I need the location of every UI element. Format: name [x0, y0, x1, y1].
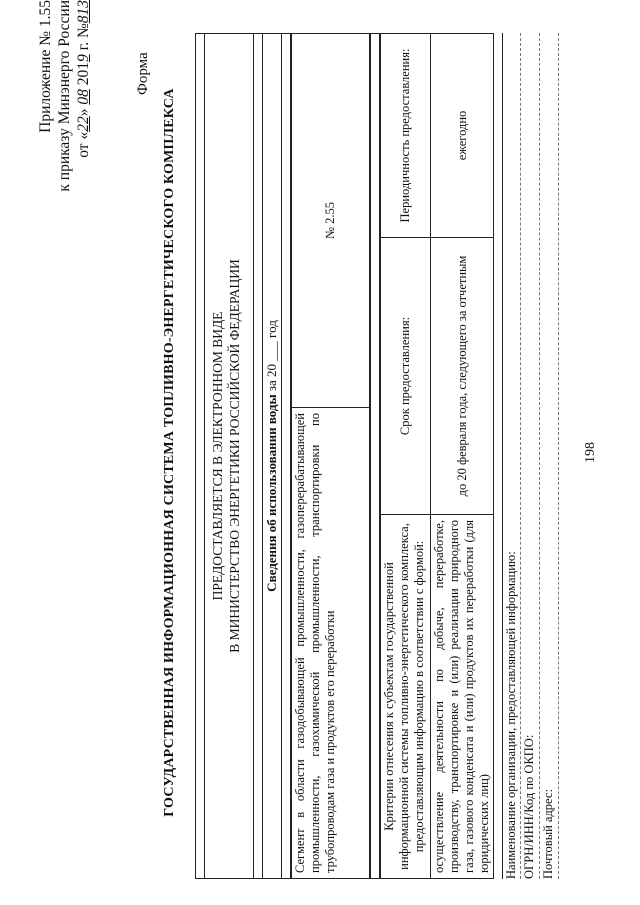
deadline-header: Срок предоставления: [381, 238, 431, 515]
org-ids-label: ОГРН/ИНН/Код по ОКПО: [522, 734, 536, 879]
frame-bar [281, 33, 291, 879]
page-number: 198 [583, 442, 598, 463]
form-number: № 2.55 [292, 34, 370, 408]
frame-bar [253, 33, 263, 879]
order-month: 08 [75, 89, 92, 105]
org-divider [539, 33, 540, 879]
system-title: ГОСУДАРСТВЕННАЯ ИНФОРМАЦИОННАЯ СИСТЕМА ТОПЛИВНО-ЭНЕРГЕТИЧЕСКОГО КОМПЛЕКСА [162, 88, 177, 817]
criteria-text: осуществление деятельности по добыче, переработке, производству, транспортировке и (или) реализации природного газа, газового конденсата и (или) продуктов их переработки (для юридических лиц) [431, 515, 494, 879]
criteria-header: Критерии отнесения к субъектам государственной информационной системы топливно-энергетического комплекса, предоставляющим информацию в соответствии с формой: [381, 515, 431, 879]
org-divider [520, 33, 521, 879]
order-year-digit: 9 [75, 54, 92, 63]
appendix-header [36, 0, 93, 195]
report-title: Сведения об использовании воды за 20 ___ год [263, 33, 281, 879]
appendix-number: Приложение № 1.55 [37, 0, 54, 133]
org-address-label: Почтовый адрес: [541, 789, 555, 879]
order-day: 22 [75, 116, 92, 132]
deadline-value: до 20 февраля года, следующего за отчетным [431, 238, 494, 515]
form-label: Форма [135, 52, 151, 95]
appendix-order-ref: к приказу Минэнерго России [56, 0, 73, 192]
provided-line-1: ПРЕДОСТАВЛЯЕТСЯ В ЭЛЕКТРОННОМ ВИДЕ [210, 311, 225, 601]
segment-table [291, 33, 370, 879]
org-divider [558, 33, 559, 879]
criteria-table [380, 33, 494, 879]
segment-text: Сегмент в области газодобывающей промышленности, газоперерабатывающей промышленности, газохимической промышленности, транспортировки по трубопроводам газа и продуктов его переработки [292, 408, 370, 879]
frame-bar [195, 33, 205, 879]
org-top-line [502, 33, 503, 879]
org-name-label: Наименование организации, предоставляющей информацию: [504, 551, 518, 879]
order-number: 813 [75, 0, 92, 24]
provided-line-2: В МИНИСТЕРСТВО ЭНЕРГЕТИКИ РОССИЙСКОЙ ФЕДЕРАЦИИ [227, 259, 242, 653]
periodicity-header: Периодичность предоставления: [381, 34, 431, 238]
frame-bar [370, 33, 380, 879]
appendix-date-line: от «22» 08 2019 г. №813 [75, 0, 92, 158]
provided-electronically-block [205, 33, 253, 879]
periodicity-value: ежегодно [431, 34, 494, 238]
